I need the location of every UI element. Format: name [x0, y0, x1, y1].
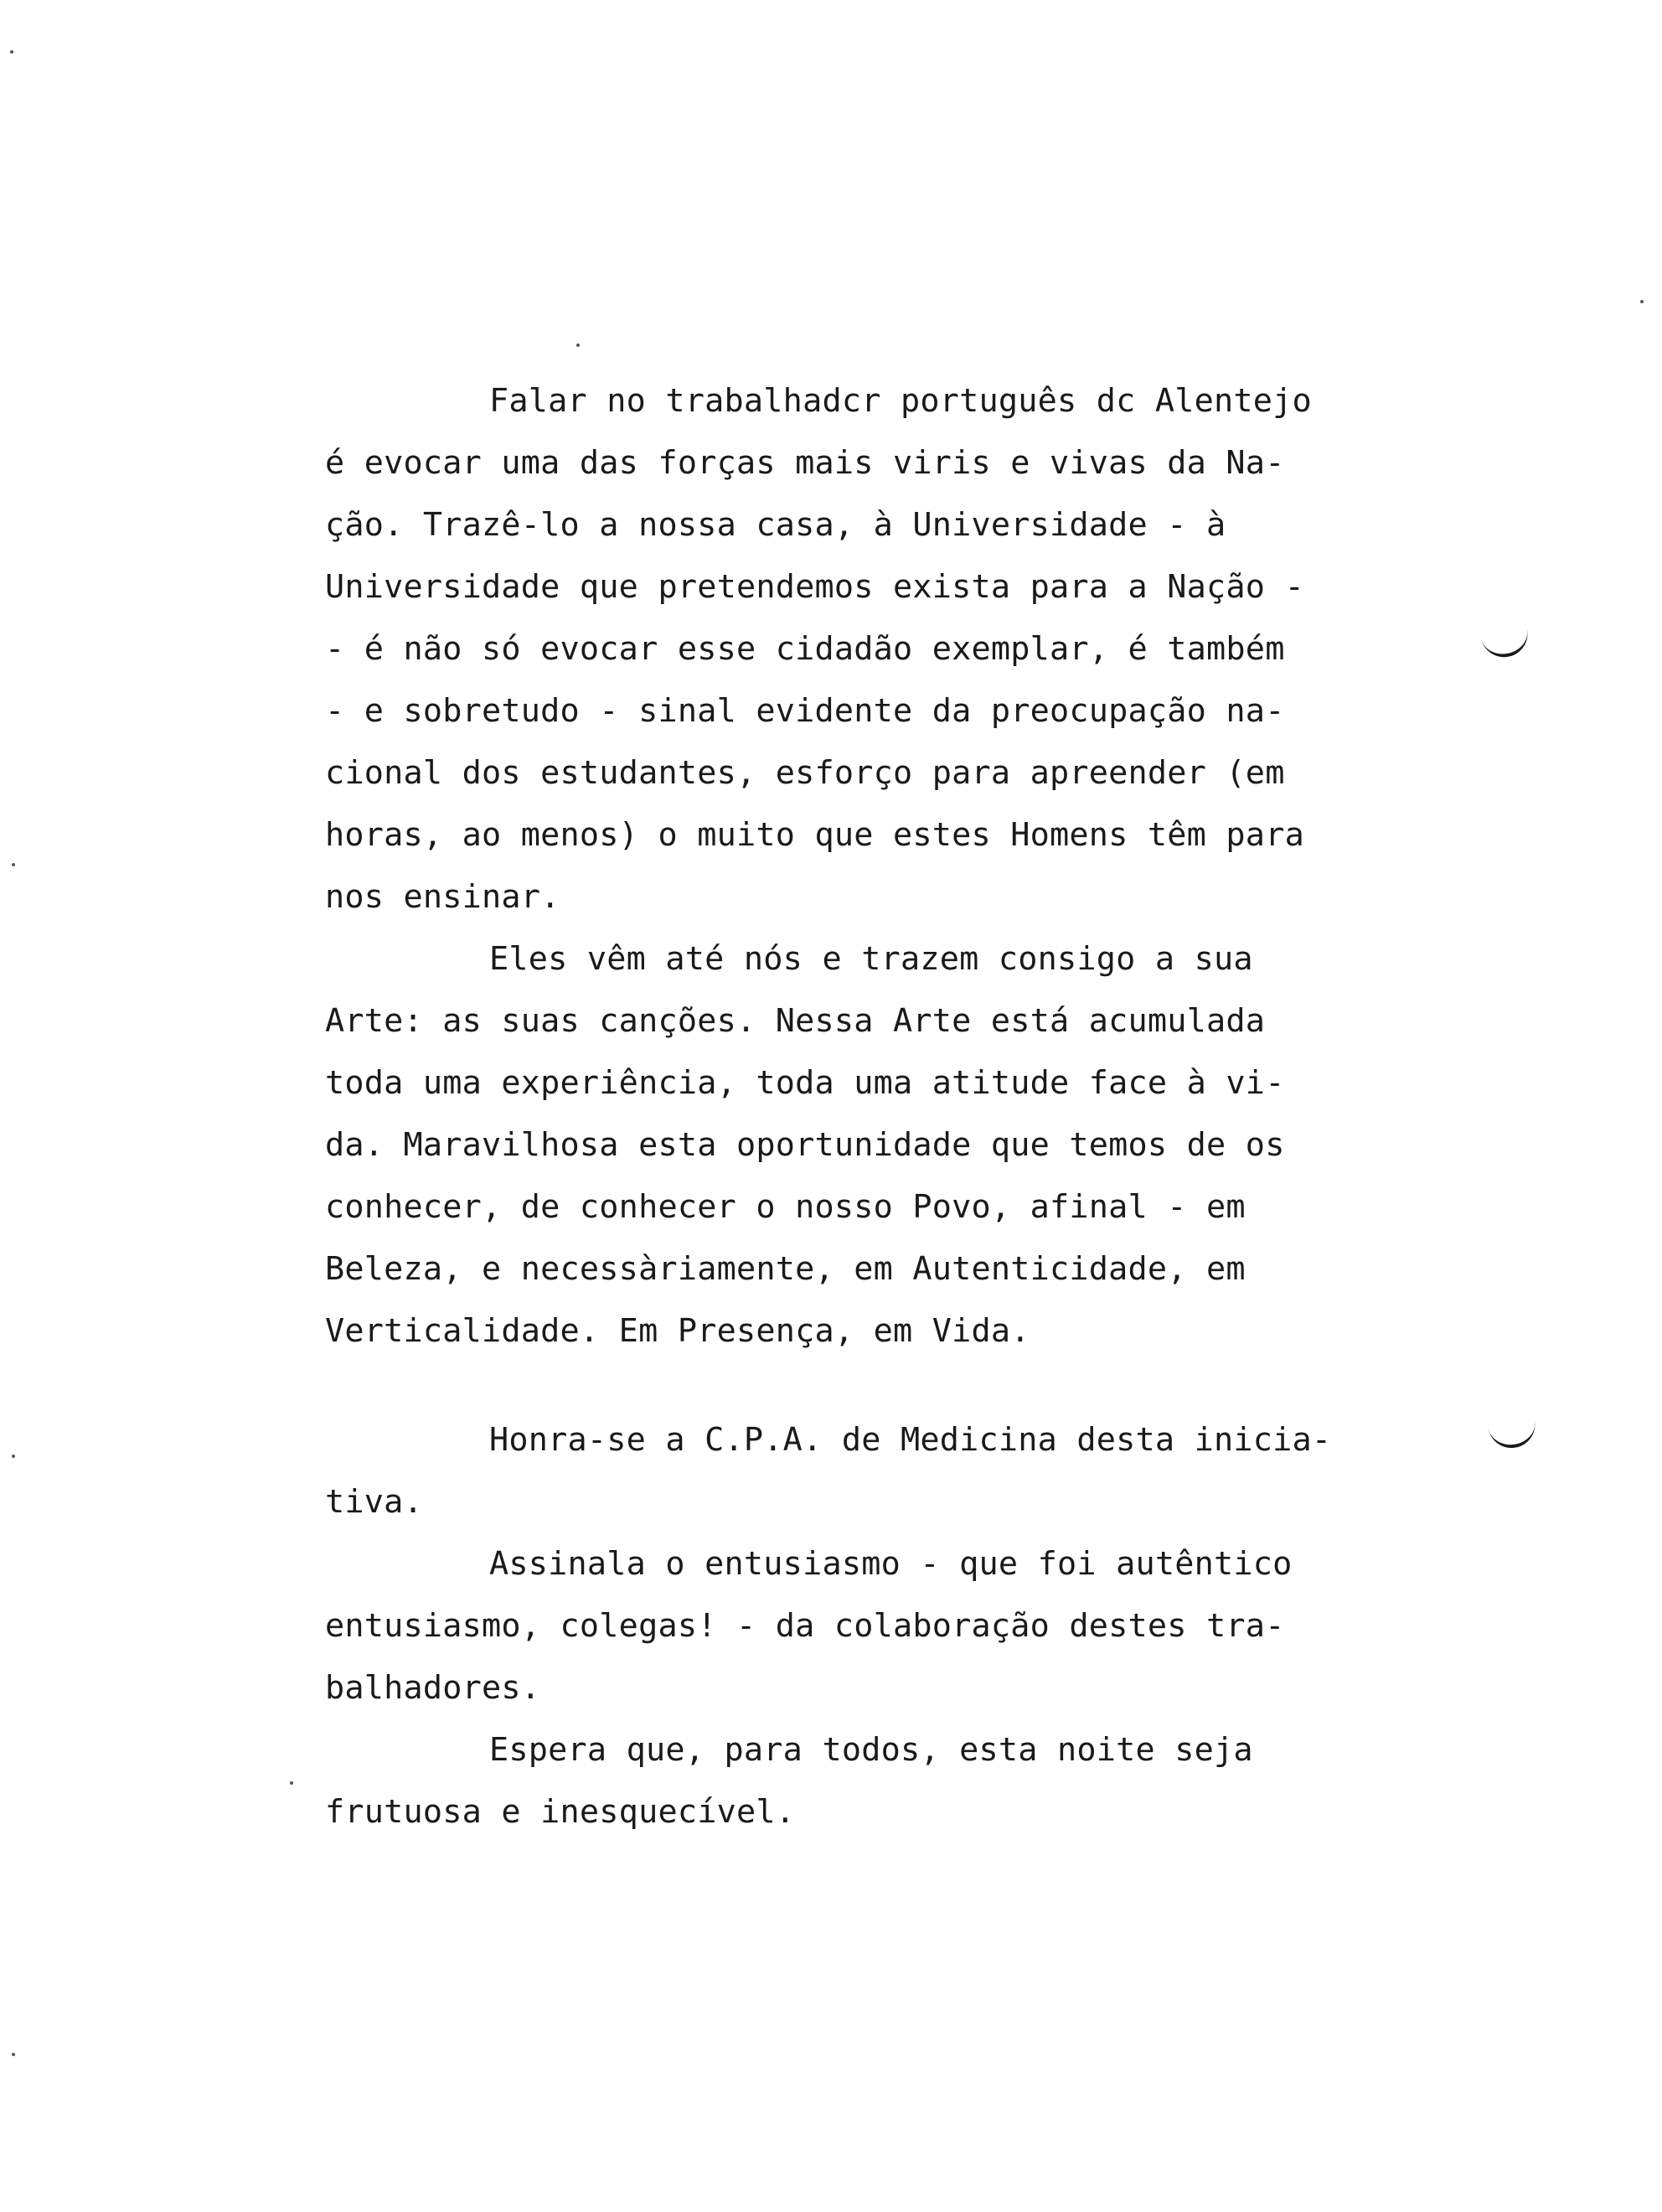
text-line: é evocar uma das forças mais viris e vivas da Na- [325, 444, 1285, 482]
scan-speck [576, 344, 580, 347]
text-line: tiva. [325, 1483, 423, 1521]
scan-speck [12, 863, 15, 866]
text-line: Espera que, para todos, esta noite seja [489, 1731, 1253, 1769]
text-line: Honra-se a C.P.A. de Medicina desta inicia- [489, 1421, 1332, 1459]
scan-speck [12, 1455, 15, 1458]
text-line: balhadores. [325, 1669, 541, 1707]
text-line: ção. Trazê-lo a nossa casa, à Universidade - à [325, 506, 1226, 544]
text-line: nos ensinar. [325, 878, 560, 916]
paragraph-gap [325, 1362, 1414, 1409]
text-line: cional dos estudantes, esforço para apreender (em [325, 754, 1285, 792]
text-line: Arte: as suas canções. Nessa Arte está acumulada [325, 1002, 1266, 1040]
margin-check-mark [1480, 626, 1531, 662]
scan-speck [1640, 300, 1644, 303]
text-line: Assinala o entusiasmo - que foi autêntico [489, 1545, 1293, 1583]
text-line: Falar no trabalhadcr português dc Alentejo [489, 382, 1312, 420]
text-line: Eles vêm até nós e trazem consigo a sua [489, 940, 1253, 978]
text-line: - é não só evocar esse cidadão exemplar, é também [325, 630, 1285, 668]
typed-text-body [325, 370, 1414, 1843]
text-line: conhecer, de conhecer o nosso Povo, afinal - em [325, 1188, 1246, 1226]
text-line: frutuosa e inesquecível. [325, 1793, 796, 1831]
scan-speck [290, 1781, 293, 1785]
text-line: - e sobretudo - sinal evidente da preocupação na- [325, 692, 1285, 730]
text-line: toda uma experiência, toda uma atitude face à vi- [325, 1064, 1285, 1102]
text-line: horas, ao menos) o muito que estes Homens têm para [325, 816, 1304, 854]
text-line: Verticalidade. Em Presença, em Vida. [325, 1312, 1030, 1350]
text-line: da. Maravilhosa esta oportunidade que temos de os [325, 1126, 1285, 1164]
text-line: Universidade que pretendemos exista para a Nação - [325, 568, 1304, 606]
scan-speck [12, 2053, 15, 2056]
scan-speck [10, 50, 13, 54]
text-line: entusiasmo, colegas! - da colaboração destes tra- [325, 1607, 1285, 1645]
margin-check-mark [1488, 1418, 1538, 1450]
text-line: Beleza, e necessàriamente, em Autenticidade, em [325, 1250, 1246, 1288]
